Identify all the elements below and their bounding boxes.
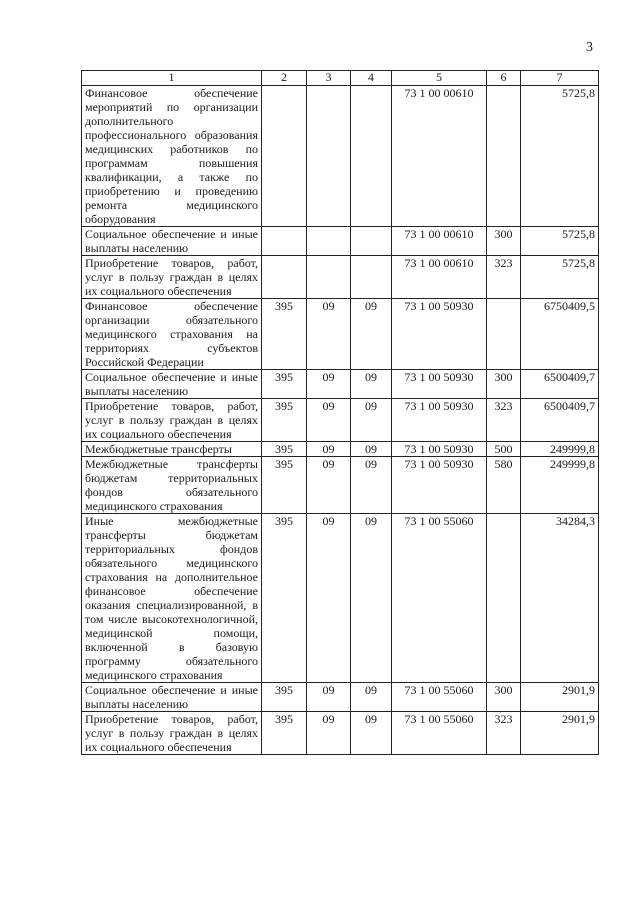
row-code: 73 1 00 50930	[392, 457, 487, 514]
row-vr: 580	[487, 457, 521, 514]
row-vr: 500	[487, 442, 521, 457]
row-col-2: 395	[262, 399, 307, 442]
row-amount: 6500409,7	[521, 399, 599, 442]
row-vr: 323	[487, 399, 521, 442]
table-row	[82, 442, 599, 457]
row-name: Приобретение товаров, работ, услуг в пользу граждан в целях их социального обеспечения	[82, 399, 262, 442]
row-col-4: 09	[351, 442, 392, 457]
row-name: Социальное обеспечение и иные выплаты населению	[82, 370, 262, 399]
row-col-2: 395	[262, 457, 307, 514]
row-amount: 6500409,7	[521, 370, 599, 399]
row-name: Межбюджетные трансферты	[82, 442, 262, 457]
row-vr	[487, 299, 521, 370]
row-amount: 249999,8	[521, 457, 599, 514]
row-name: Финансовое обеспечение мероприятий по организации дополнительного профессионального образования медицинских работников по программам повышения квалификации, а также по приобретению и проведению ремонта медицинского оборудования	[82, 86, 262, 227]
row-code: 73 1 00 55060	[392, 683, 487, 712]
table-row	[82, 457, 599, 514]
header-row	[82, 71, 599, 86]
row-name: Приобретение товаров, работ, услуг в пользу граждан в целях их социального обеспечения	[82, 712, 262, 755]
row-amount: 2901,9	[521, 712, 599, 755]
header-col-4: 4	[351, 71, 392, 86]
row-col-3: 09	[307, 514, 351, 683]
row-code: 73 1 00 50930	[392, 299, 487, 370]
row-col-3: 09	[307, 370, 351, 399]
table-row	[82, 86, 599, 227]
row-name: Финансовое обеспечение организации обязательного медицинского страхования на территориях субъектов Российской Федерации	[82, 299, 262, 370]
table-row	[82, 256, 599, 299]
row-vr: 300	[487, 370, 521, 399]
row-col-2: 395	[262, 370, 307, 399]
row-code: 73 1 00 00610	[392, 227, 487, 256]
row-name: Социальное обеспечение и иные выплаты населению	[82, 683, 262, 712]
row-vr: 323	[487, 256, 521, 299]
row-col-2: 395	[262, 514, 307, 683]
table-row	[82, 299, 599, 370]
row-col-3: 09	[307, 442, 351, 457]
row-col-2: 395	[262, 683, 307, 712]
row-amount: 2901,9	[521, 683, 599, 712]
row-code: 73 1 00 50930	[392, 399, 487, 442]
row-vr: 323	[487, 712, 521, 755]
header-col-3: 3	[307, 71, 351, 86]
table-row	[82, 514, 599, 683]
table-row	[82, 370, 599, 399]
header-col-7: 7	[521, 71, 599, 86]
header-col-5: 5	[392, 71, 487, 86]
row-vr	[487, 86, 521, 227]
row-amount: 5725,8	[521, 86, 599, 227]
row-code: 73 1 00 55060	[392, 514, 487, 683]
row-col-2: 395	[262, 712, 307, 755]
row-amount: 34284,3	[521, 514, 599, 683]
row-code: 73 1 00 55060	[392, 712, 487, 755]
row-col-4: 09	[351, 712, 392, 755]
header-col-2: 2	[262, 71, 307, 86]
row-col-4: 09	[351, 370, 392, 399]
row-code: 73 1 00 50930	[392, 370, 487, 399]
row-name: Социальное обеспечение и иные выплаты населению	[82, 227, 262, 256]
row-col-4	[351, 256, 392, 299]
table-row	[82, 227, 599, 256]
row-col-2: 395	[262, 299, 307, 370]
row-col-4: 09	[351, 457, 392, 514]
row-amount: 249999,8	[521, 442, 599, 457]
row-col-3: 09	[307, 683, 351, 712]
row-col-3: 09	[307, 299, 351, 370]
row-col-4: 09	[351, 514, 392, 683]
header-col-1: 1	[82, 71, 262, 86]
row-col-4: 09	[351, 299, 392, 370]
table-row	[82, 399, 599, 442]
row-vr: 300	[487, 227, 521, 256]
row-amount: 5725,8	[521, 256, 599, 299]
row-col-3	[307, 227, 351, 256]
row-col-2	[262, 256, 307, 299]
row-col-2: 395	[262, 442, 307, 457]
row-col-3: 09	[307, 712, 351, 755]
row-amount: 6750409,5	[521, 299, 599, 370]
row-name: Межбюджетные трансферты бюджетам территориальных фондов обязательного медицинского страхования	[82, 457, 262, 514]
row-col-3	[307, 256, 351, 299]
row-code: 73 1 00 00610	[392, 256, 487, 299]
row-code: 73 1 00 00610	[392, 86, 487, 227]
row-col-2	[262, 227, 307, 256]
budget-table	[81, 70, 599, 755]
table-row	[82, 683, 599, 712]
row-col-4	[351, 86, 392, 227]
row-col-4: 09	[351, 683, 392, 712]
table-row	[82, 712, 599, 755]
row-vr: 300	[487, 683, 521, 712]
row-col-2	[262, 86, 307, 227]
row-col-4: 09	[351, 399, 392, 442]
header-col-6: 6	[487, 71, 521, 86]
row-col-3: 09	[307, 399, 351, 442]
row-vr	[487, 514, 521, 683]
row-name: Приобретение товаров, работ, услуг в пользу граждан в целях их социального обеспечения	[82, 256, 262, 299]
row-col-3: 09	[307, 457, 351, 514]
row-col-3	[307, 86, 351, 227]
page-number: 3	[586, 40, 593, 55]
row-name: Иные межбюджетные трансферты бюджетам территориальных фондов обязательного медицинского страхования на дополнительное финансовое обеспечение оказания специализированной, в том числе высокотехнологичной, медицинской помощи, включенной в базовую программу обязательного медицинского страхования	[82, 514, 262, 683]
row-code: 73 1 00 50930	[392, 442, 487, 457]
row-amount: 5725,8	[521, 227, 599, 256]
row-col-4	[351, 227, 392, 256]
